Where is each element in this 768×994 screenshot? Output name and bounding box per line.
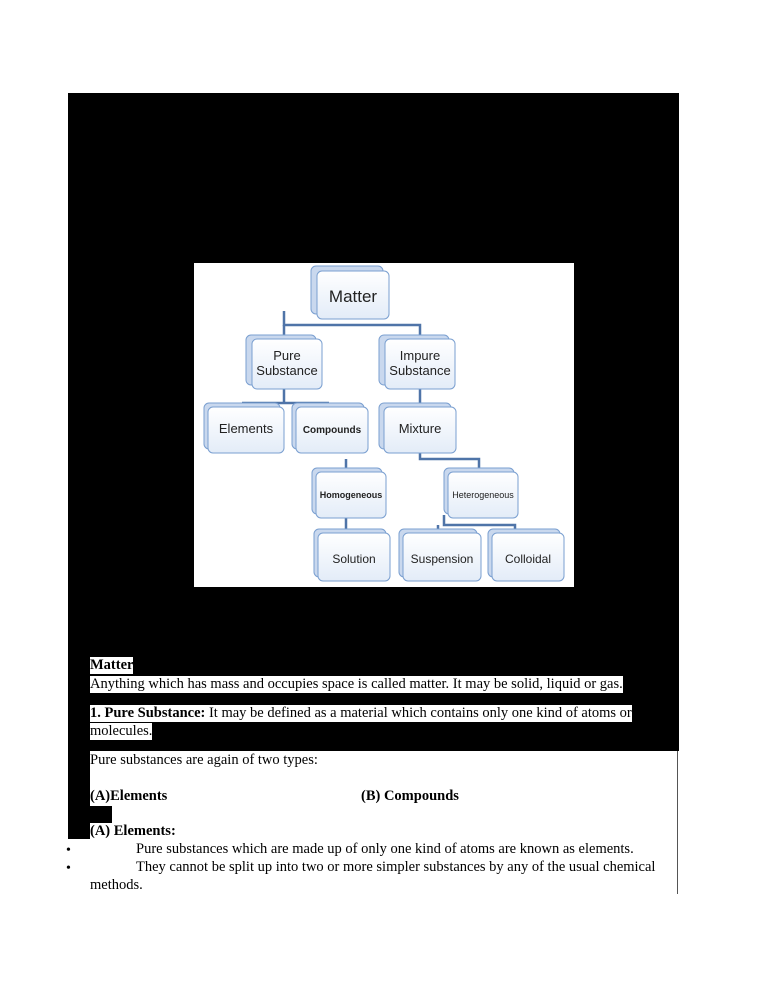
node-homogeneous [312, 468, 386, 518]
pure-substance-line-2: molecules. [90, 723, 153, 739]
node-impure-label-1: Impure [399, 348, 441, 363]
node-solution [314, 529, 390, 581]
matter-classification-diagram [194, 263, 574, 587]
page-border-line [677, 751, 678, 894]
node-colloidal-label: Colloidal [504, 552, 552, 566]
node-impure-label-2: Substance [389, 363, 451, 378]
node-pure-substance [246, 335, 322, 389]
bullet-2-marker: • [66, 861, 71, 876]
matter-definition: Anything which has mass and occupies space is called matter. It may be solid, liquid or gas. [90, 676, 623, 692]
node-mixture [379, 403, 456, 453]
bullet-2-continuation: methods. [90, 877, 143, 893]
pure-substance-line-1 [90, 705, 632, 722]
node-compounds-label: Compounds [302, 425, 362, 436]
node-matter [311, 266, 389, 319]
node-matter-label: Matter [328, 287, 378, 306]
node-solution-label: Solution [332, 552, 376, 566]
pure-substance-label: 1. Pure Substance: [90, 705, 206, 721]
type-a-elements: (A)Elements [90, 788, 168, 804]
elements-heading: (A) Elements: [90, 823, 176, 839]
redaction-block-small [90, 806, 112, 823]
type-b-compounds: (B) Compounds [361, 788, 459, 804]
heading-matter: Matter [90, 657, 134, 673]
node-pure-label-2: Substance [256, 363, 318, 378]
bullet-1-text: Pure substances which are made up of only one kind of atoms are known as elements. [136, 841, 634, 857]
node-suspension [399, 529, 481, 581]
node-heterogeneous-label: Heterogeneous [452, 490, 514, 500]
node-compounds [292, 403, 368, 453]
pure-types-intro: Pure substances are again of two types: [90, 752, 318, 768]
pure-substance-definition: It may be defined as a material which contains only one kind of atoms or [205, 705, 632, 721]
node-elements [204, 403, 284, 453]
node-impure-substance [379, 335, 455, 389]
node-heterogeneous [444, 468, 518, 518]
node-homogeneous-label: Homogeneous [319, 490, 383, 500]
node-pure-label-1: Pure [273, 348, 301, 363]
bullet-1-marker: • [66, 843, 71, 858]
node-mixture-label: Mixture [398, 421, 442, 436]
redaction-block-left [68, 751, 90, 839]
node-colloidal [488, 529, 564, 581]
node-suspension-label: Suspension [410, 552, 474, 566]
node-elements-label: Elements [218, 421, 274, 436]
bullet-2-text: They cannot be split up into two or more simpler substances by any of the usual chemical [136, 859, 656, 875]
